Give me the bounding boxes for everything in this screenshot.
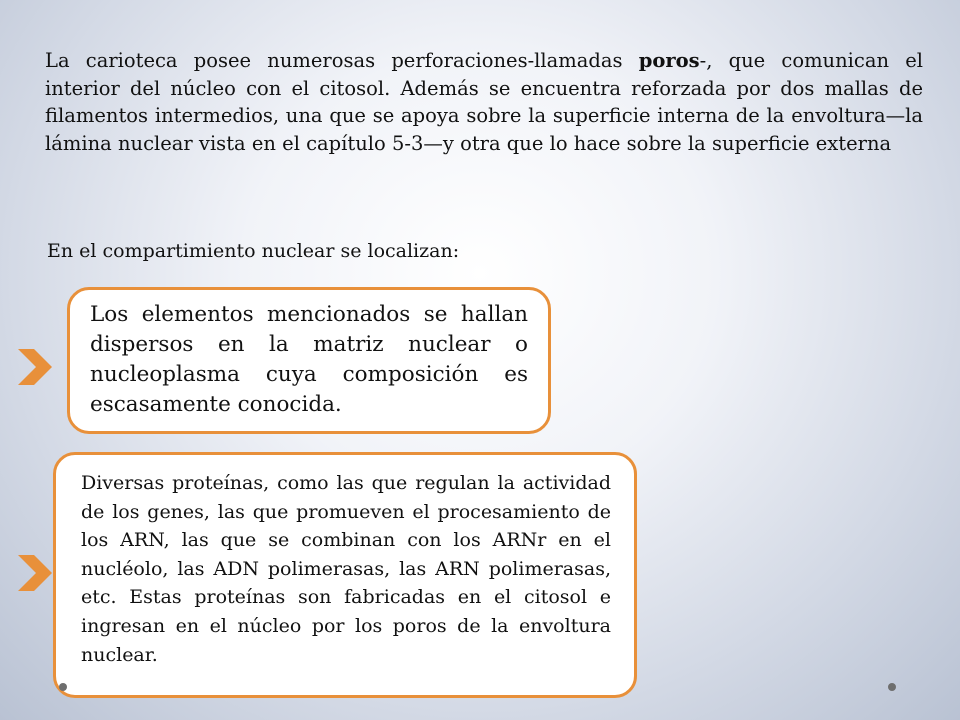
intro-text-start: La carioteca posee numerosas perforaciones-llamadas [45, 49, 639, 72]
intro-paragraph [45, 47, 923, 157]
intro-bold-term: poros [638, 49, 700, 72]
section-subheading: En el compartimiento nuclear se localizan: [47, 240, 460, 262]
info-card-elements [67, 287, 551, 434]
info-card-proteins [53, 452, 637, 698]
chevron-right-icon [16, 553, 54, 593]
info-card-text: Los elementos mencionados se hallan dispersos en la matriz nuclear o nucleoplasma cuya composición es escasamente conocida. [90, 302, 528, 417]
chevron-right-icon [16, 347, 54, 387]
intro-text-end: -, que comunican el interior del núcleo con el citosol. Además se encuentra reforzada por dos mallas de filamentos intermedios, una que se apoya sobre la superficie interna de la envoltura—la lámina nuclear vista en el capítulo 5-3—y otra que lo hace sobre la superficie externa [45, 49, 924, 155]
decorative-dot [888, 683, 896, 691]
info-card-text: Diversas proteínas, como las que regulan la actividad de los genes, las que promueven el procesamiento de los ARN, las que se combinan con los ARNr en el nucléolo, las ADN polimerasas, las ARN polimerasas, etc. Estas proteínas son fabricadas en el citosol e ingresan en el núcleo por los poros de la envoltura nuclear. [81, 472, 611, 666]
decorative-dot [59, 683, 67, 691]
